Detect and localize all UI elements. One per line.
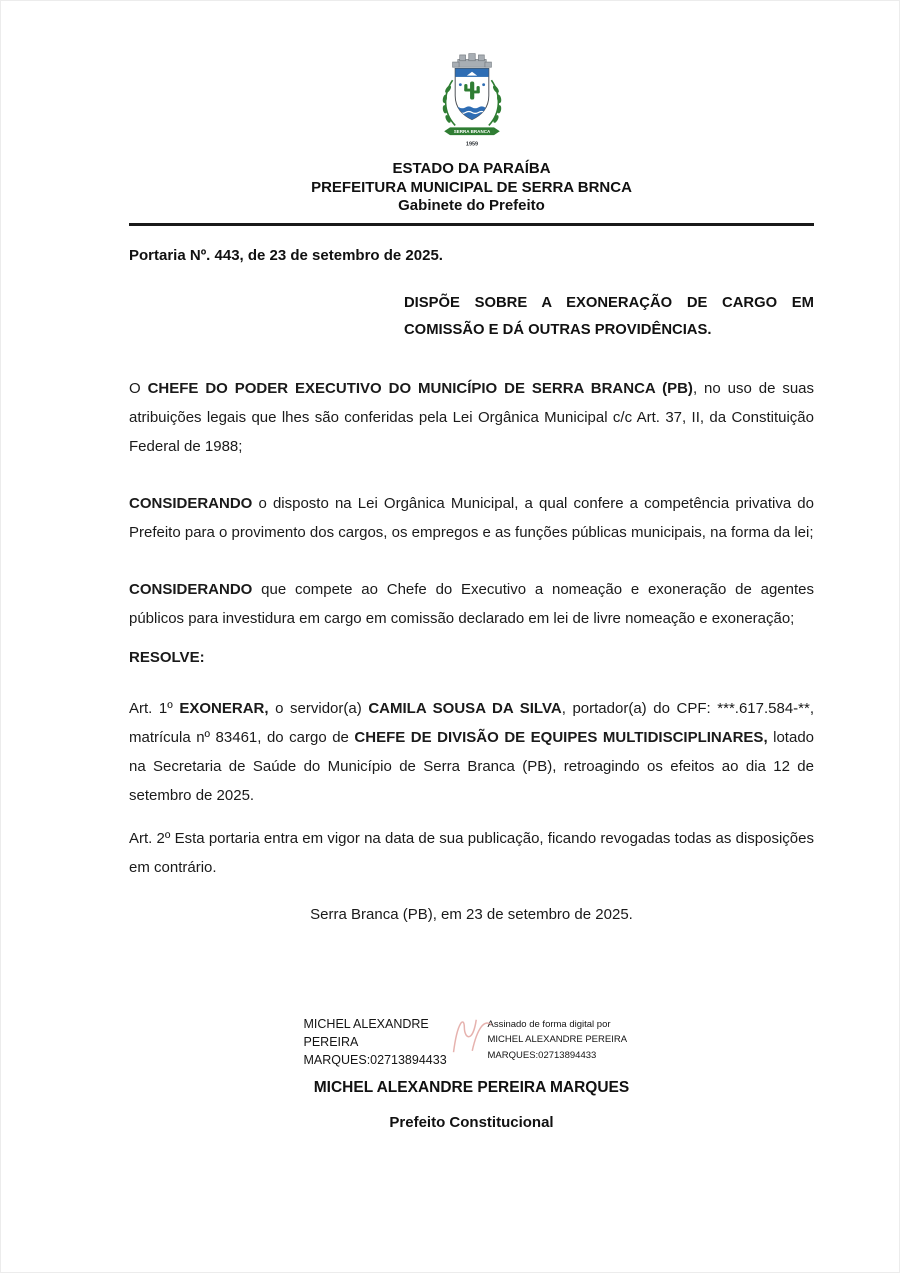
ordinance-body xyxy=(129,374,814,882)
letterhead-state: ESTADO DA PARAÍBA xyxy=(392,160,551,177)
ordinance-epigraph: DISPÕE SOBRE A EXONERAÇÃO DE CARGO EM COMISSÃO E DÁ OUTRAS PROVIDÊNCIAS. xyxy=(404,294,814,338)
signature-block xyxy=(129,1015,814,1131)
signatory-role: Prefeito Constitucional xyxy=(389,1113,554,1131)
crest-year: 1959 xyxy=(465,141,478,148)
signatory-name: MICHEL ALEXANDRE PEREIRA MARQUES xyxy=(313,1078,630,1096)
paragraph-preamble: O CHEFE DO PODER EXECUTIVO DO MUNICÍPIO DE SERRA BRANCA (PB), no uso de suas atribuições legais que lhes são conferidas pela Lei Orgânica Municipal c/c Art. 37, II, da Constituição Federal de 1988; xyxy=(129,379,815,455)
mural-crown-icon xyxy=(452,54,491,68)
letterhead-office: Gabinete do Prefeito xyxy=(398,197,545,214)
digital-signature-stamp xyxy=(297,1015,647,1069)
banner-text: SERRA BRANCA xyxy=(453,129,490,135)
paragraph-considerando-2: CONSIDERANDO que compete ao Chefe do Executivo a nomeação e exoneração de agentes públicos para investidura em cargo em comissão declarado em lei de livre nomeação e exoneração; xyxy=(129,580,814,627)
paragraph-resolve: RESOLVE: xyxy=(129,648,205,666)
ordinance-number-title: Portaria Nº. 443, de 23 de setembro de 2025. xyxy=(129,246,443,264)
header-divider xyxy=(129,223,814,226)
letterhead xyxy=(129,53,814,226)
paragraph-considerando-1: CONSIDERANDO o disposto na Lei Orgânica Municipal, a qual confere a competência privativa do Prefeito para o provimento dos cargos, os empregos e as funções públicas municipais, na forma da lei; xyxy=(129,494,814,541)
letterhead-municipality: PREFEITURA MUNICIPAL DE SERRA BRNCA xyxy=(311,178,632,196)
digital-signature-details: Assinado de forma digital por MICHEL ALEXANDRE PEREIRA MARQUES:02713894433 xyxy=(487,1018,627,1061)
banner-ribbon xyxy=(444,127,500,135)
digital-signature-signer: MICHEL ALEXANDRE PEREIRA MARQUES:02713894433 xyxy=(303,1016,447,1067)
paragraph-art-2: Art. 2º Esta portaria entra em vigor na data de sua publicação, ficando revogadas todas as disposições em contrário. xyxy=(129,829,814,876)
place-date-line: Serra Branca (PB), em 23 de setembro de 2025. xyxy=(310,905,633,923)
paragraph-art-1: Art. 1º EXONERAR, o servidor(a) CAMILA SOUSA DA SILVA, portador(a) do CPF: ***.617.584-**, matrícula nº 83461, do cargo de CHEFE DE DIVISÃO DE EQUIPES MULTIDISCIPLINARES, lotado na Secretaria de Saúde do Município de Serra Branca (PB), retroagindo os efeitos ao dia 12 de setembro de 2025. xyxy=(129,699,815,804)
coat-of-arms-icon xyxy=(433,53,511,150)
